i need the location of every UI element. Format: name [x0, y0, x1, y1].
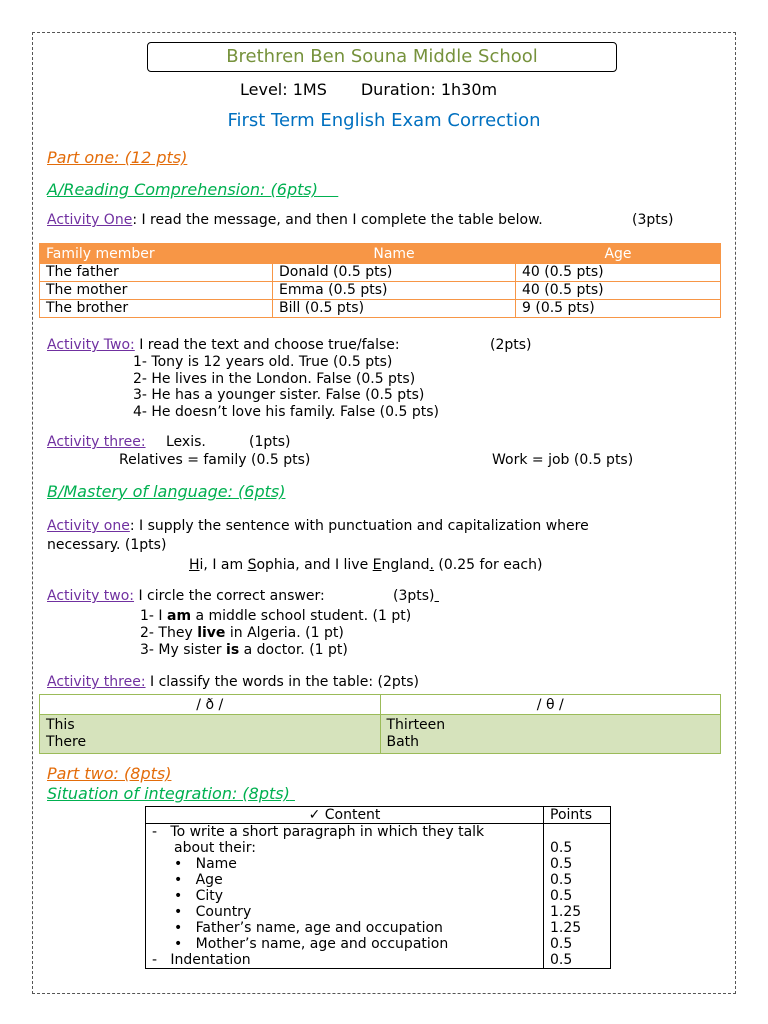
item-answer: am — [167, 608, 192, 624]
task-line: - To write a short paragraph in which they talk — [152, 824, 485, 840]
reading-heading-text: A/Reading Comprehension: (6pts) — [47, 180, 318, 199]
activity-three-text: Lexis. — [166, 434, 206, 450]
point-value: 1.25 — [550, 904, 582, 920]
integration-heading — [47, 784, 295, 803]
point-value: 0.5 — [550, 856, 573, 872]
activity-three-points: (1pts) — [249, 434, 291, 450]
tf-item: 1- Tony is 12 years old. True (0.5 pts) — [133, 354, 393, 370]
answer-cap-h: H — [189, 557, 200, 573]
tf-item: 3- He has a younger sister. False (0.5 pts) — [133, 387, 425, 403]
integration-heading-text: Situation of integration: (8pts) — [47, 784, 290, 803]
lexis-right: Work = job (0.5 pts) — [492, 452, 634, 468]
point-value: 0.5 — [550, 936, 573, 952]
points-cell — [544, 824, 611, 969]
family-table — [39, 243, 721, 318]
point-value: 0.5 — [550, 872, 573, 888]
activity-one-text: : I read the message, and then I complete the table below. — [132, 212, 543, 228]
school-title: Brethren Ben Souna Middle School — [147, 42, 617, 72]
mastery-activity-one-text: : I supply the sentence with punctuation and capitalization where — [129, 518, 589, 534]
table-cell: 9 (0.5 pts) — [516, 300, 721, 318]
list-item-text: Age — [195, 872, 223, 888]
header-cell: / θ / — [380, 695, 721, 715]
table-cell: Donald (0.5 pts) — [273, 264, 516, 282]
sound-table-header — [40, 695, 721, 715]
points-table — [145, 806, 611, 969]
list-item: • Country — [174, 904, 252, 920]
mastery-activity-two-points — [393, 588, 439, 604]
table-cell: Emma (0.5 pts) — [273, 282, 516, 300]
circle-item — [140, 625, 344, 641]
content-cell — [146, 824, 544, 969]
answer-part: ngland — [381, 557, 430, 573]
answer-cap-e: E — [372, 557, 382, 573]
family-table-header — [40, 244, 721, 264]
task-line: about their: — [174, 840, 256, 856]
answer-part: ophia, and I live — [256, 557, 373, 573]
points-text: (3pts) — [393, 588, 435, 604]
header-cell: ✓ Content — [146, 807, 544, 824]
header-cell: Age — [516, 244, 721, 264]
item-post: a middle school student. (1 pt) — [191, 608, 412, 624]
point-value: 0.5 — [550, 952, 573, 968]
table-row — [146, 824, 611, 969]
list-item: • Age — [174, 872, 223, 888]
list-item-text: Father’s name, age and occupation — [195, 920, 443, 936]
activity-three-line — [47, 434, 146, 450]
list-item-text: City — [195, 888, 224, 904]
activity-two-text: I read the text and choose true/false: — [134, 337, 400, 353]
table-row — [40, 282, 721, 300]
word: There — [46, 734, 87, 750]
circle-item — [140, 608, 411, 624]
item-post: in Algeria. (1 pt) — [225, 625, 344, 641]
mastery-activity-two-text: I circle the correct answer: — [134, 588, 325, 604]
item-pre: 3- My sister — [140, 642, 227, 658]
mastery-activity-three — [47, 674, 419, 690]
reading-heading — [47, 180, 338, 199]
item-pre: 2- They — [140, 625, 198, 641]
item-answer: live — [197, 625, 226, 641]
mastery-activity-three-label: Activity three: — [47, 674, 146, 690]
part-one-heading: Part one: (12 pts) — [47, 148, 188, 167]
table-cell — [380, 715, 721, 754]
table-cell: The mother — [40, 282, 273, 300]
activity-two-label: Activity Two: — [47, 337, 135, 353]
activity-three-label: Activity three: — [47, 434, 146, 450]
level: Level: 1MS — [240, 80, 327, 99]
sound-table — [39, 694, 721, 754]
activity-one-points: (3pts) — [632, 212, 674, 228]
item-answer: is — [226, 642, 240, 658]
header-cell: / ð / — [40, 695, 381, 715]
list-item: • City — [174, 888, 224, 904]
mastery-activity-two-label: Activity two: — [47, 588, 135, 604]
header-cell: Points — [544, 807, 611, 824]
table-row — [40, 715, 721, 754]
lexis-left: Relatives = family (0.5 pts) — [119, 452, 311, 468]
activity-one-label: Activity One — [47, 212, 133, 228]
table-cell — [40, 715, 381, 754]
word: This — [46, 717, 75, 733]
exam-subtitle: First Term English Exam Correction — [227, 110, 541, 131]
table-cell: The father — [40, 264, 273, 282]
table-row — [40, 264, 721, 282]
activity-two-line — [47, 337, 400, 353]
mastery-activity-three-text: I classify the words in the table: (2pts) — [145, 674, 419, 690]
activity-one-line — [47, 212, 543, 228]
mastery-heading: B/Mastery of language: (6pts) — [47, 482, 286, 501]
activity-two-points: (2pts) — [490, 337, 532, 353]
list-item: • Mother’s name, age and occupation — [174, 936, 449, 952]
task-line: - Indentation — [152, 952, 251, 968]
word: Bath — [386, 734, 420, 750]
task-text: Indentation — [170, 952, 251, 968]
duration: Duration: 1h30m — [360, 80, 498, 99]
answer-dot: . — [429, 557, 434, 573]
word: Thirteen — [386, 717, 446, 733]
mastery-activity-one-line2: necessary. (1pts) — [47, 537, 167, 553]
points-table-header — [146, 807, 611, 824]
list-item: • Name — [174, 856, 237, 872]
tf-item: 2- He lives in the London. False (0.5 pts) — [133, 371, 416, 387]
table-cell: 40 (0.5 pts) — [516, 282, 721, 300]
table-cell: The brother — [40, 300, 273, 318]
tf-item: 4- He doesn’t love his family. False (0.5 pts) — [133, 404, 439, 420]
point-value: 0.5 — [550, 840, 573, 856]
task-text: To write a short paragraph in which they talk — [170, 824, 485, 840]
list-item-text: Name — [195, 856, 237, 872]
mastery-activity-one-label: Activity one — [47, 518, 130, 534]
answer-cap-s: S — [247, 557, 257, 573]
answer-part: (0.25 for each) — [433, 557, 543, 573]
point-value: 0.5 — [550, 888, 573, 904]
header-cell: Family member — [40, 244, 273, 264]
punctuation-answer — [189, 557, 542, 573]
list-item-text: Mother’s name, age and occupation — [195, 936, 449, 952]
list-item-text: Country — [195, 904, 252, 920]
point-value: 1.25 — [550, 920, 582, 936]
table-row — [40, 300, 721, 318]
item-pre: 1- I — [140, 608, 167, 624]
level-line — [240, 80, 497, 99]
mastery-activity-two — [47, 588, 325, 604]
header-cell: Name — [273, 244, 516, 264]
circle-item — [140, 642, 348, 658]
item-post: a doctor. (1 pt) — [239, 642, 348, 658]
answer-part: i, I am — [199, 557, 248, 573]
table-cell: 40 (0.5 pts) — [516, 264, 721, 282]
part-two-heading: Part two: (8pts) — [47, 764, 172, 783]
mastery-activity-one — [47, 518, 589, 534]
table-cell: Bill (0.5 pts) — [273, 300, 516, 318]
list-item: • Father’s name, age and occupation — [174, 920, 443, 936]
